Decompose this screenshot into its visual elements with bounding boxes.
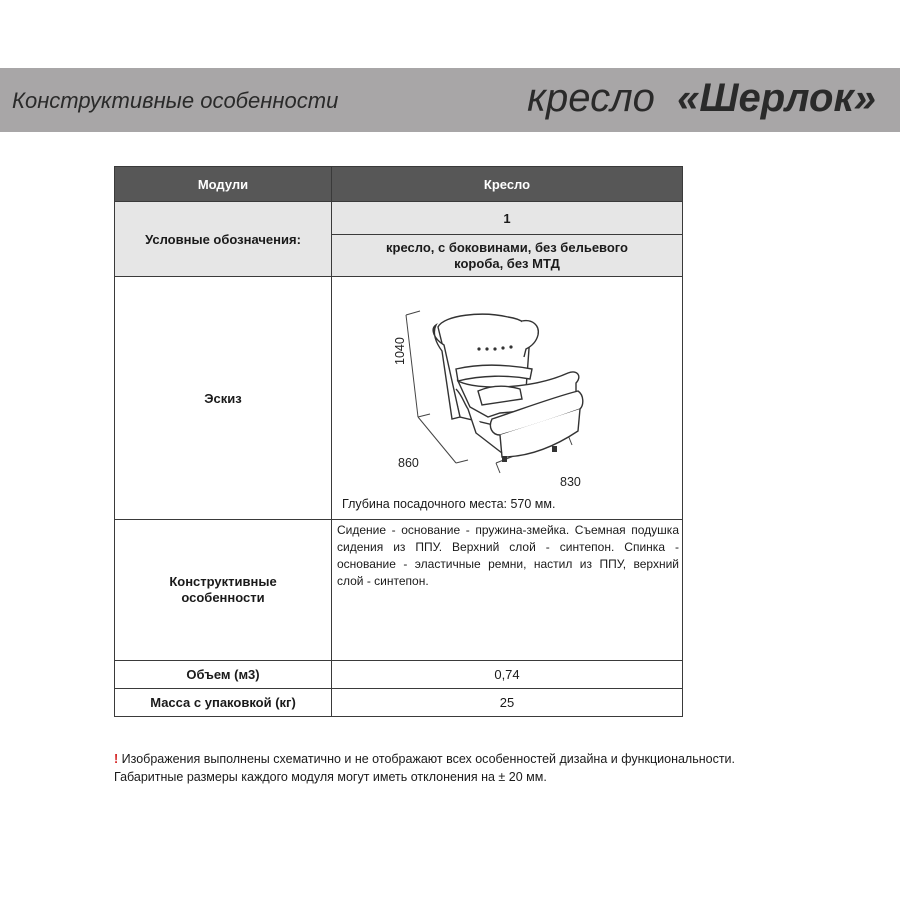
product-name: «Шерлок»: [677, 76, 876, 120]
symbol-number: 1: [332, 202, 683, 235]
volume-value: 0,74: [332, 661, 683, 689]
construction-row: [115, 520, 683, 661]
header-modules: Модули: [115, 167, 332, 202]
product-type: кресло: [527, 76, 655, 120]
mass-label: Масса с упаковкой (кг): [115, 689, 332, 717]
depth-dimension: 860: [398, 456, 419, 470]
section-title: Конструктивные особенности: [12, 88, 339, 113]
header-banner: [0, 68, 900, 132]
symbols-row: [115, 202, 683, 235]
construction-text: Сидение - основание - пружина-змейка. Съемная подушка сидения из ППУ. Верхний слой - синтепон. Спинка - основание - эластичные ремни, настил из ППУ, верхний слой - синтепон.: [332, 520, 683, 661]
table-header-row: [115, 167, 683, 202]
symbol-description: кресло, с боковинами, без бельевого короба, без МТД: [332, 235, 683, 277]
sketch-label: Эскиз: [115, 277, 332, 520]
volume-label: Объем (м3): [115, 661, 332, 689]
sketch-cell: [332, 277, 683, 520]
seat-depth-note: Глубина посадочного места: 570 мм.: [342, 497, 556, 511]
sketch-row: [115, 277, 683, 520]
armchair-sketch: [332, 277, 682, 519]
disclaimer-line-1: ! Изображения выполнены схематично и не отображают всех особенностей дизайна и функциональности.: [114, 752, 736, 766]
construction-label: Конструктивные особенности: [115, 520, 332, 661]
spec-table: [114, 166, 683, 717]
width-dimension: 830: [560, 475, 581, 489]
product-title: [527, 76, 876, 121]
volume-row: [115, 661, 683, 689]
symbols-label: Условные обозначения:: [115, 202, 332, 277]
disclaimer-line-2: Габаритные размеры каждого модуля могут иметь отклонения на ± 20 мм.: [114, 770, 547, 784]
header-item: Кресло: [332, 167, 683, 202]
mass-value: 25: [332, 689, 683, 717]
warning-mark: !: [114, 752, 119, 766]
disclaimer: [114, 750, 735, 786]
height-dimension: 1040: [393, 337, 407, 365]
mass-row: [115, 689, 683, 717]
